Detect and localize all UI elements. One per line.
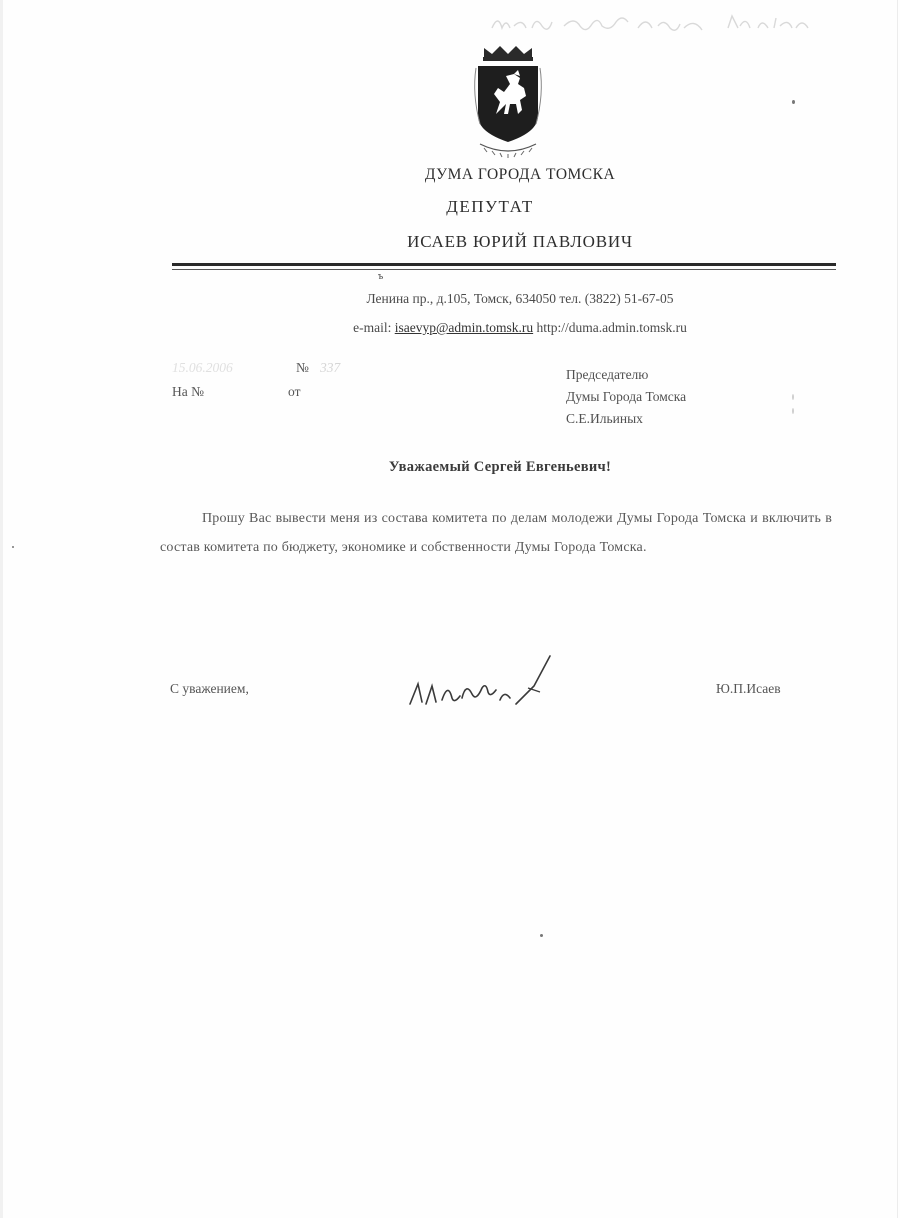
reference-number: 337 (320, 360, 341, 375)
reference-number-label: № (296, 360, 309, 375)
reference-reply-row (172, 384, 372, 408)
scan-speck (12, 546, 14, 548)
letterhead-organization: ДУМА ГОРОДА ТОМСКА (424, 166, 616, 183)
handwritten-annotation (488, 8, 818, 38)
divider-mark: ъ (378, 271, 384, 282)
email-label: e-mail: (353, 320, 392, 335)
scan-speck (540, 934, 543, 937)
reply-date-label: от (288, 384, 301, 399)
letterhead-divider-thin (172, 269, 836, 270)
addressee-name: С.Е.Ильиных (566, 411, 643, 426)
email-link[interactable]: isaevyp@admin.tomsk.ru (394, 320, 534, 335)
letterhead-address: Ленина пр., д.105, Томск, 634050 тел. (3822) 51-67-05 (366, 291, 674, 306)
reference-block (172, 360, 372, 408)
reference-outgoing-row (172, 360, 372, 384)
scan-edge-shadow (0, 0, 3, 1218)
reference-date: 15.06.2006 (172, 360, 233, 375)
letter-closing: С уважением, (170, 681, 249, 696)
addressee-block (566, 364, 686, 430)
signer-name: Ю.П.Исаев (716, 681, 781, 696)
addressee-organization: Думы Города Томска (566, 389, 687, 404)
letterhead-name: ИСАЕВ ЮРИЙ ПАВЛОВИЧ (407, 232, 633, 251)
letter-greeting: Уважаемый Сергей Евгеньевич! (388, 459, 612, 475)
letter-body: Прошу Вас вывести меня из состава комитета по делам молодежи Думы Города Томска и включить в состав комитета по бюджету, экономике и собственности Думы Города Томска. (160, 511, 832, 555)
letterhead-title: ДЕПУТАТ (446, 197, 534, 216)
scan-edge-line (897, 0, 898, 1218)
handwritten-signature (400, 648, 580, 716)
letterhead-contacts (260, 320, 780, 336)
website-link[interactable]: http://duma.admin.tomsk.ru (536, 320, 687, 335)
scan-speck (792, 408, 794, 414)
letterhead-divider (172, 263, 836, 266)
tomsk-coat-of-arms-icon (470, 44, 546, 160)
reply-number-label: На № (172, 384, 204, 399)
scan-speck (792, 394, 794, 400)
addressee-position: Председателю (566, 367, 649, 382)
scan-speck (792, 100, 795, 104)
